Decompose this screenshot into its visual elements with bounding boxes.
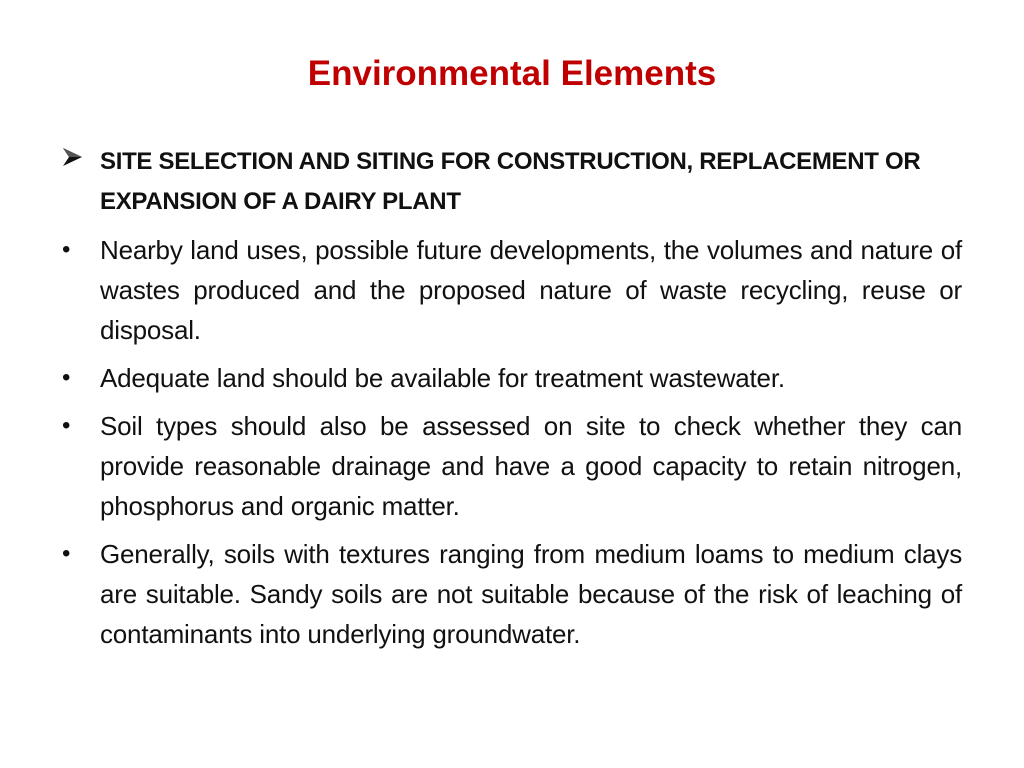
bullet-dot-icon: • <box>62 540 71 567</box>
bullet-item <box>60 230 962 350</box>
bullet-item <box>60 534 962 654</box>
bullet-text: Adequate land should be available for treatment wastewater. <box>100 363 785 393</box>
arrowhead-bullet-icon <box>60 142 90 182</box>
bullet-item <box>60 406 962 526</box>
bullet-dot-icon: • <box>62 236 71 263</box>
bullet-item <box>60 358 962 398</box>
heading-item <box>60 142 962 222</box>
heading-text: SITE SELECTION AND SITING FOR CONSTRUCTION, REPLACEMENT OR EXPANSION OF A DAIRY PLANT <box>100 148 921 215</box>
bullet-dot-icon: • <box>62 412 71 439</box>
bullet-text: Generally, soils with textures ranging from medium loams to medium clays are suitable. Sandy soils are not suitable because of the risk of leaching of contaminants into underlying groundwater. <box>100 539 962 649</box>
bullet-text: Soil types should also be assessed on site to check whether they can provide reasonable drainage and have a good capacity to retain nitrogen, phosphorus and organic matter. <box>100 411 962 521</box>
slide-content <box>60 142 962 662</box>
bullet-text: Nearby land uses, possible future developments, the volumes and nature of wastes produced and the proposed nature of waste recycling, reuse or disposal. <box>100 235 962 345</box>
slide-title: Environmental Elements <box>307 54 717 93</box>
bullet-dot-icon: • <box>62 364 71 391</box>
